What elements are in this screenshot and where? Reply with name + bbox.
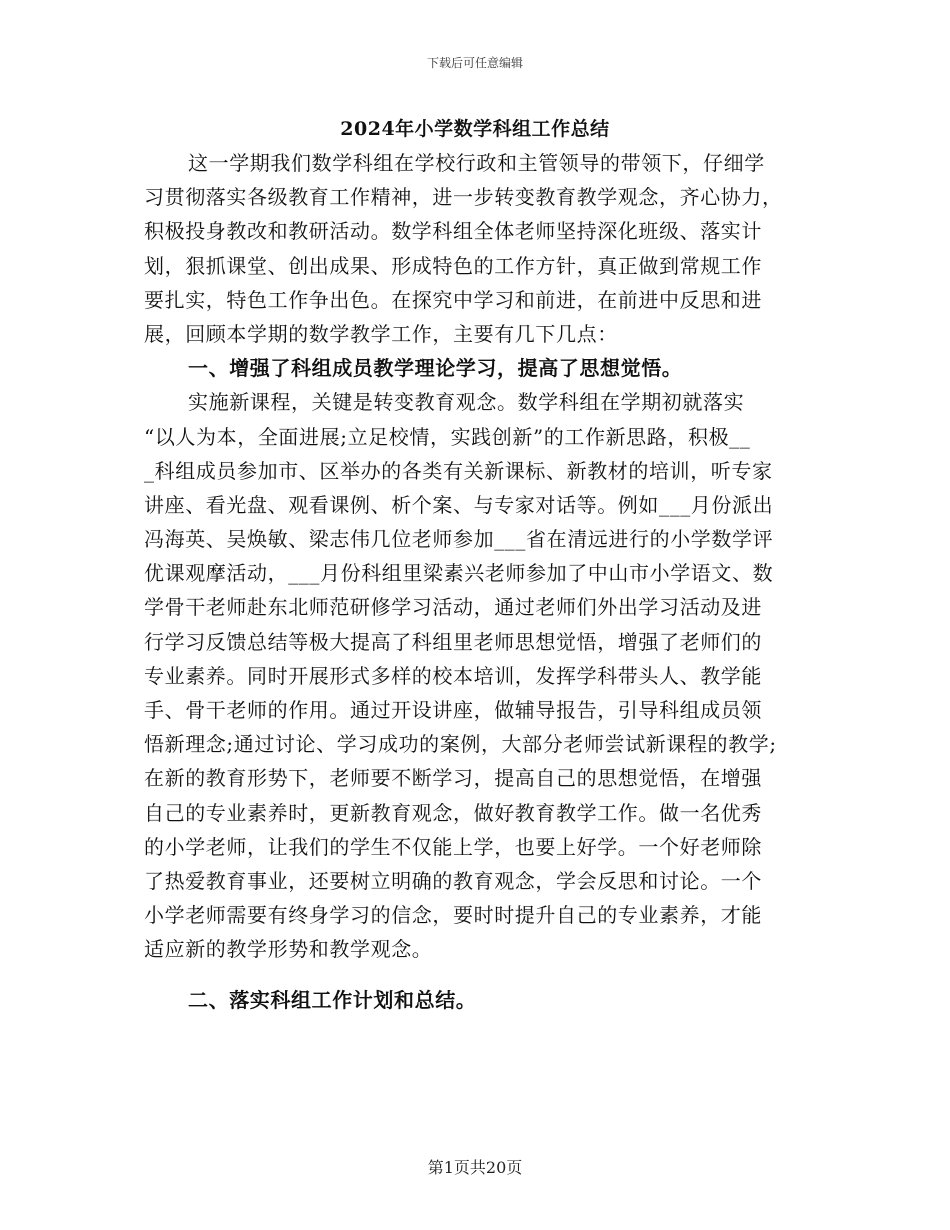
paragraph-line: 学骨干老师赴东北师范研修学习活动，通过老师们外出学习活动及进 (144, 595, 762, 620)
paragraph-line: 讲座、看光盘、观看课例、析个案、与专家对话等。例如___月份派出 (144, 492, 774, 517)
paragraph-line: 习贯彻落实各级教育工作精神，进一步转变教育教学观念，齐心协力， (144, 185, 783, 210)
paragraph-line: _科组成员参加市、区举办的各类有关新课标、新教材的培训，听专家 (144, 458, 773, 483)
header-note: 下载后可任意编辑 (426, 56, 523, 70)
paragraph-line: 悟新理念;通过讨论、学习成功的案例，大部分老师尝试新课程的教学; (144, 732, 777, 757)
paragraph-line: 要扎实，特色工作争出色。在探究中学习和前进，在前进中反思和进 (144, 287, 762, 312)
paragraph-line: 实施新课程，关键是转变教育观念。数学科组在学期初就落实 (188, 390, 745, 415)
paragraph-line: “以人为本，全面进展;立足校情，实践创新”的工作新思路，积极__ (144, 424, 751, 449)
paragraph-line: 优课观摩活动，___月份科组里梁素兴老师参加了中山市小学语文、数 (144, 561, 774, 586)
paragraph-line: 的小学老师，让我们的学生不仅能上学，也要上好学。一个好老师除 (144, 834, 762, 859)
section-heading-1: 一、增强了科组成员教学理论学习，提高了思想觉悟。 (188, 356, 683, 381)
paragraph-line: 适应新的教学形势和教学观念。 (144, 937, 433, 962)
paragraph-line: 了热爱教育事业，还要树立明确的教育观念，学会反思和讨论。一个 (144, 868, 762, 893)
paragraph-line: 专业素养。同时开展形式多样的校本培训，发挥学科带头人、教学能 (144, 663, 762, 688)
paragraph-line: 小学老师需要有终身学习的信念，要时时提升自己的专业素养，才能 (144, 903, 762, 928)
paragraph-line: 冯海英、吴焕敏、梁志伟几位老师参加___省在清远进行的小学数学评 (144, 527, 774, 552)
paragraph-line: 手、骨干老师的作用。通过开设讲座，做辅导报告，引导科组成员领 (144, 698, 762, 722)
paragraph-line: 这一学期我们数学科组在学校行政和主管领导的带领下，仔细学 (188, 151, 765, 175)
document-body (144, 146, 810, 1017)
paragraph-line: 自己的专业素养时，更新教育观念，做好教育教学工作。做一名优秀 (144, 800, 762, 825)
page-number: 第1页共20页 (427, 1158, 523, 1177)
paragraph-line: 展，回顾本学期的数学教学工作，主要有几下几点： (144, 321, 618, 346)
paragraph-spacer (144, 967, 810, 983)
paragraph-line: 行学习反馈总结等极大提高了科组里老师思想觉悟，增强了老师们的 (144, 629, 762, 654)
paragraph-line: 在新的教育形势下，老师要不断学习，提高自己的思想觉悟，在增强 (144, 766, 762, 791)
paragraph-line: 划，狠抓课堂、创出成果、形成特色的工作方针，真正做到常规工作 (144, 253, 762, 278)
section-heading-2: 二、落实科组工作计划和总结。 (188, 987, 477, 1012)
paragraph-line: 积极投身教改和教研活动。数学科组全体老师坚持深化班级、落实计 (144, 219, 762, 244)
document-title: 2024年小学数学科组工作总结 (340, 118, 610, 140)
